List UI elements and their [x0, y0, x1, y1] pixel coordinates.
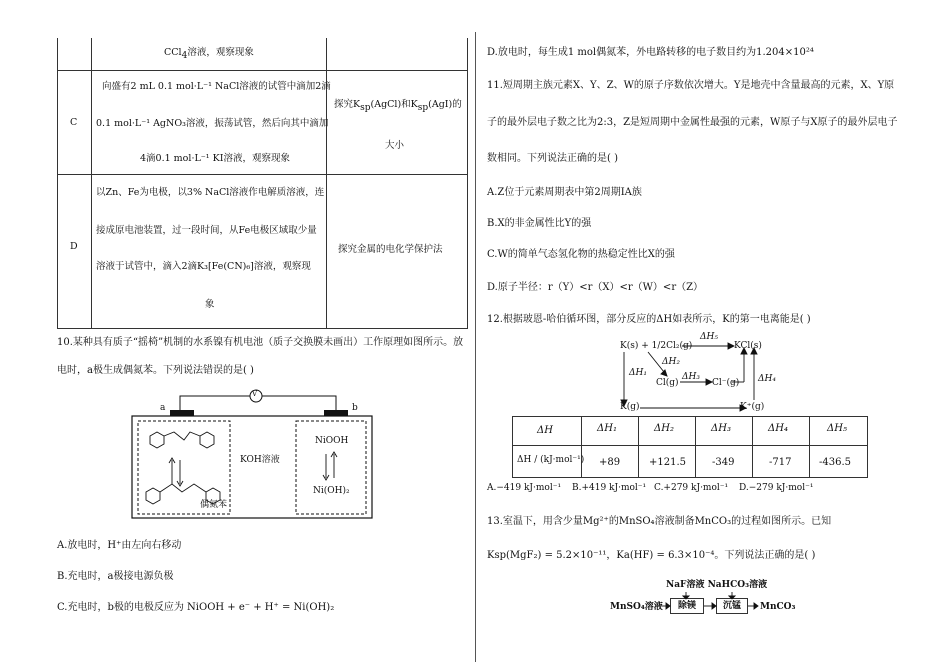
- reversible-arrow-right: [323, 452, 337, 480]
- cycle-h2: ΔH₂: [662, 357, 680, 367]
- row-d-line-3: 溶液于试管中，滴入2滴K₃[Fe(CN)₆]溶液，观察现: [96, 261, 311, 272]
- enthalpy-value-5: -436.5: [819, 457, 852, 468]
- q11-option-c: C.W的简单气态氢化物的热稳定性比X的强: [487, 249, 675, 260]
- table-hline-3: [57, 328, 468, 329]
- table-border-left: [57, 38, 58, 328]
- row-b-tail: CCl$_4$溶液，观察现象: [164, 47, 254, 61]
- enthalpy-header-3: ΔH₃: [711, 423, 731, 434]
- column-divider: [475, 32, 476, 662]
- cathode-region: [296, 421, 366, 514]
- q10-stem-2: 电时，a极生成偶氮苯。下列说法错误的是( ): [57, 365, 254, 376]
- battery-figure: [128, 388, 378, 520]
- cycle-k-g: K(g): [620, 402, 640, 412]
- row-c-line-3: 4滴0.1 mol·L⁻¹ KI溶液，观察现象: [140, 153, 290, 164]
- q12-option-d: D.−279 kJ·mol⁻¹: [739, 483, 814, 493]
- row-c-label: C: [70, 117, 78, 128]
- q11-stem-2: 子的最外层电子数之比为2:3，Z是短周期中金属性最强的元素，W原子与X原子的最外层电子: [487, 117, 898, 128]
- q10-stem-1: 10.某种具有质子“摇椅”机制的水系镍有机电池（质子交换膜未画出）工作原理如图所示。放: [57, 337, 464, 348]
- enthalpy-header-0: ΔH: [537, 425, 553, 436]
- reversible-arrow-left: [169, 458, 183, 486]
- enthalpy-table: [512, 416, 868, 478]
- cycle-cl-minus: Cl⁻(g): [712, 378, 740, 388]
- q12-option-c: C.+279 kJ·mol⁻¹: [654, 483, 729, 493]
- q10-option-a: A.放电时，H⁺由左向右移动: [57, 540, 182, 551]
- row-c-purpose-2: 大小: [385, 140, 405, 151]
- row-d-line-4: 象: [205, 299, 215, 310]
- flow-end: MnCO₃: [760, 602, 796, 612]
- enthalpy-row-label: ΔH / (kJ·mol⁻¹): [517, 455, 585, 465]
- q13-stem-2: Ksp(MgF₂) = 5.2×10⁻¹¹，Ka(HF) = 6.3×10⁻⁴。下列说法正确的是( ): [487, 550, 816, 561]
- enthalpy-value-2: +121.5: [649, 457, 687, 468]
- q11-stem-3: 数相同。下列说法正确的是( ): [487, 153, 618, 164]
- q12-option-a: A.−419 kJ·mol⁻¹: [487, 483, 562, 493]
- table-border-right: [467, 38, 468, 328]
- flow-reagents: NaF溶液 NaHCO₃溶液: [666, 580, 768, 590]
- row-d-purpose: 探究金属的电化学保护法: [338, 244, 443, 255]
- cycle-top-left: K(s) + 1/2Cl₂(g): [620, 341, 693, 351]
- row-d-line-2: 接成原电池装置，过一段时间，从Fe电极区域取少量: [96, 225, 317, 236]
- cycle-top-right: KCl(s): [734, 341, 762, 351]
- enthalpy-header-2: ΔH₂: [654, 423, 674, 434]
- cycle-k-plus: K⁺(g): [740, 402, 765, 412]
- cycle-h4: ΔH₄: [758, 374, 776, 384]
- cycle-cl-g: Cl(g): [656, 378, 679, 388]
- q11-option-a: A.Z位于元素周期表中第2周期ⅠA族: [487, 187, 642, 198]
- enthalpy-header-1: ΔH₁: [597, 423, 617, 434]
- row-d-line-1: 以Zn、Fe为电极，以3% NaCl溶液作电解质溶液，连: [96, 187, 325, 198]
- table-hline-2: [57, 174, 468, 175]
- q12-option-b: B.+419 kJ·mol⁻¹: [572, 483, 647, 493]
- row-c-line-2: 0.1 mol·L⁻¹ AgNO₃溶液，振荡试管，然后向其中滴加: [96, 118, 329, 129]
- label-nioh2: Ni(OH)₂: [313, 486, 350, 496]
- q11-option-b: B.X的非金属性比Y的强: [487, 218, 592, 229]
- enthalpy-header-5: ΔH₅: [827, 423, 847, 434]
- flow-step-manganese: 沉锰: [716, 598, 748, 614]
- enthalpy-value-3: -349: [712, 457, 735, 468]
- enthalpy-value-4: -717: [769, 457, 792, 468]
- cycle-h1: ΔH₁: [629, 368, 647, 378]
- label-koh: KOH溶液: [240, 455, 280, 465]
- flow-arrows: [600, 588, 800, 618]
- q10-option-c: C.充电时，b极的电极反应为 NiOOH + e⁻ + H⁺ = Ni(OH)₂: [57, 602, 335, 613]
- q13-stem-1: 13.室温下，用含少量Mg²⁺的MnSO₄溶液制备MnCO₃的过程如图所示。已知: [487, 516, 832, 527]
- q11-stem-1: 11.短周期主族元素X、Y、Z、W的原子序数依次增大。Y是地壳中含量最高的元素，X、Y原: [487, 80, 895, 91]
- q10-option-d: D.放电时，每生成1 mol偶氮苯，外电路转移的电子数目约为1.204×10²⁴: [487, 47, 814, 58]
- enthalpy-header-4: ΔH₄: [768, 423, 788, 434]
- battery-svg: [128, 388, 378, 520]
- cycle-h3: ΔH₃: [682, 372, 700, 382]
- label-azobenzene: 偶氮苯: [200, 500, 228, 510]
- flow-start: MnSO₄溶液: [610, 602, 663, 612]
- cell-container: [132, 416, 372, 518]
- q11-option-d: D.原子半径：r（Y）<r（X）<r（W）<r（Z）: [487, 282, 704, 293]
- table-divider-1: [91, 38, 92, 328]
- electrode-a: [170, 410, 194, 416]
- q12-stem: 12.根据玻恩-哈伯循环图，部分反应的ΔH如表所示，K的第一电离能是( ): [487, 314, 811, 325]
- label-v: V: [252, 390, 258, 398]
- row-c-line-1: 向盛有2 mL 0.1 mol·L⁻¹ NaCl溶液的试管中滴加2滴: [102, 81, 331, 92]
- flow-step-demagnesium: 除镁: [670, 598, 704, 614]
- row-d-label: D: [70, 241, 78, 252]
- enthalpy-value-1: +89: [599, 457, 621, 468]
- label-a: a: [160, 403, 166, 413]
- hydrazobenzene-icon: [150, 432, 214, 448]
- row-c-purpose-1: 探究$K_{sp}(AgCl)$和$K_{sp}(AgI)$的: [334, 99, 462, 113]
- table-hline-1: [57, 70, 468, 71]
- q10-option-b: B.充电时，a极接电源负极: [57, 571, 174, 582]
- electrode-b: [324, 410, 348, 416]
- cycle-h5: ΔH₅: [700, 332, 718, 342]
- label-b: b: [352, 403, 358, 413]
- label-niooh: NiOOH: [315, 436, 349, 446]
